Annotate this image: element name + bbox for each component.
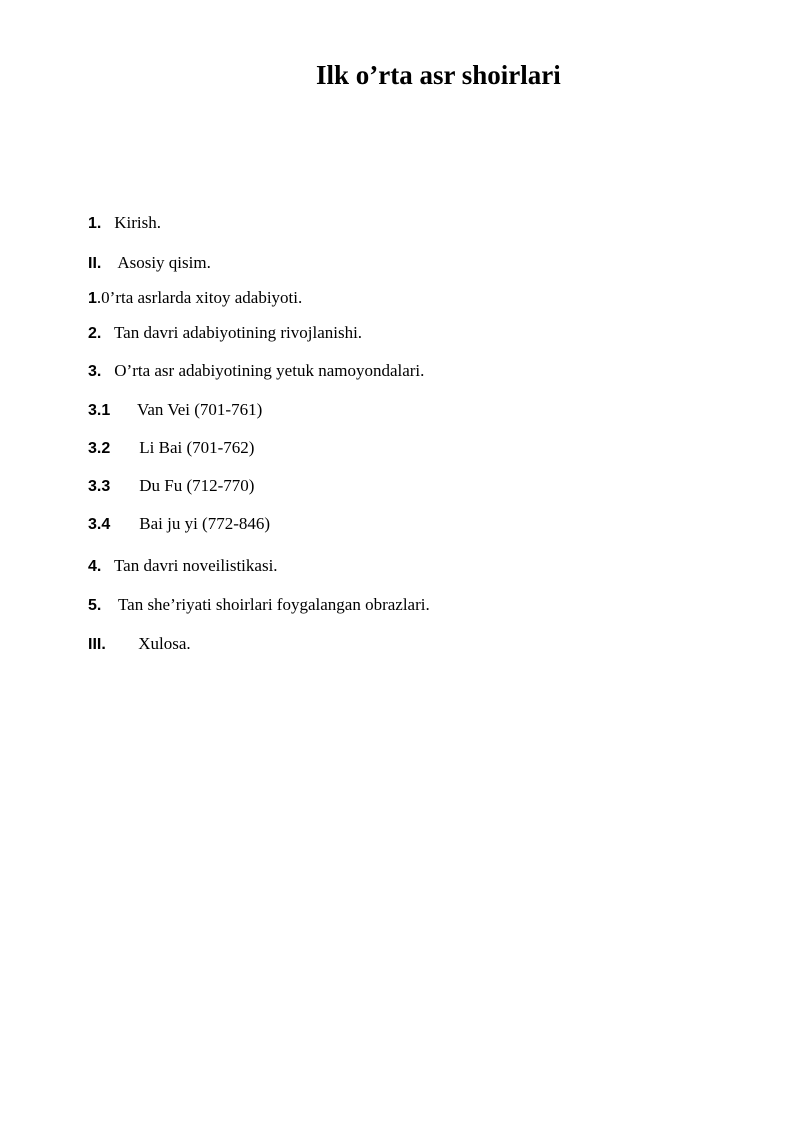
toc-item-number: III. bbox=[88, 636, 106, 653]
toc-item-number: 3.4 bbox=[88, 516, 111, 533]
toc-item-text: O’rta asr adabiyotining yetuk namoyondalari. bbox=[114, 361, 425, 380]
toc-item-asosiy-qisim bbox=[88, 252, 211, 275]
toc-item-text: Tan davri adabiyotining rivojlanishi. bbox=[113, 323, 363, 342]
toc-item-text: Tan she’riyati shoirlari foygalangan obrazlari. bbox=[117, 595, 430, 614]
toc-item-text: .0’rta asrlarda xitoy adabiyoti. bbox=[96, 288, 303, 307]
toc-item-text: Van Vei (701-761) bbox=[136, 400, 263, 419]
toc-item-li-bai bbox=[88, 437, 254, 460]
toc-item-text: Xulosa. bbox=[138, 634, 191, 653]
toc-item-xulosa bbox=[88, 633, 191, 656]
toc-item-du-fu bbox=[88, 475, 254, 498]
page-title: Ilk o’rta asr shoirlari bbox=[316, 60, 561, 90]
toc-item-number: 3.1 bbox=[88, 402, 111, 419]
toc-item-number: 4. bbox=[88, 558, 102, 575]
toc-item-number: 1 bbox=[88, 290, 97, 307]
toc-item-text: Bai ju yi (772-846) bbox=[139, 514, 271, 533]
toc-item-text: Asosiy qisim. bbox=[117, 253, 211, 272]
toc-item-number: 3.3 bbox=[88, 478, 111, 495]
toc-item-number: 3.2 bbox=[88, 440, 111, 457]
toc-item-xitoy-adabiyoti bbox=[88, 287, 302, 310]
toc-item-van-vei bbox=[88, 399, 262, 422]
toc-item-text: Du Fu (712-770) bbox=[139, 476, 255, 495]
toc-item-text: Li Bai (701-762) bbox=[139, 438, 255, 457]
toc-item-text: Tan davri noveilistikasi. bbox=[113, 556, 278, 575]
toc-item-bai-ju-yi bbox=[88, 513, 270, 536]
toc-item-number: 2. bbox=[88, 325, 102, 342]
toc-item-yetuk-namoyondalari bbox=[88, 360, 424, 383]
toc-item-number: 5. bbox=[88, 597, 102, 614]
toc-item-text: Kirish. bbox=[114, 213, 161, 232]
toc-item-tan-davri-adabiyoti bbox=[88, 322, 362, 345]
toc-item-number: II. bbox=[88, 255, 102, 272]
toc-item-noveilistikasi bbox=[88, 555, 278, 578]
toc-item-number: 3. bbox=[88, 363, 102, 380]
toc-item-number: 1. bbox=[88, 215, 102, 232]
toc-item-kirish bbox=[88, 212, 161, 235]
toc-item-obrazlari bbox=[88, 594, 430, 617]
